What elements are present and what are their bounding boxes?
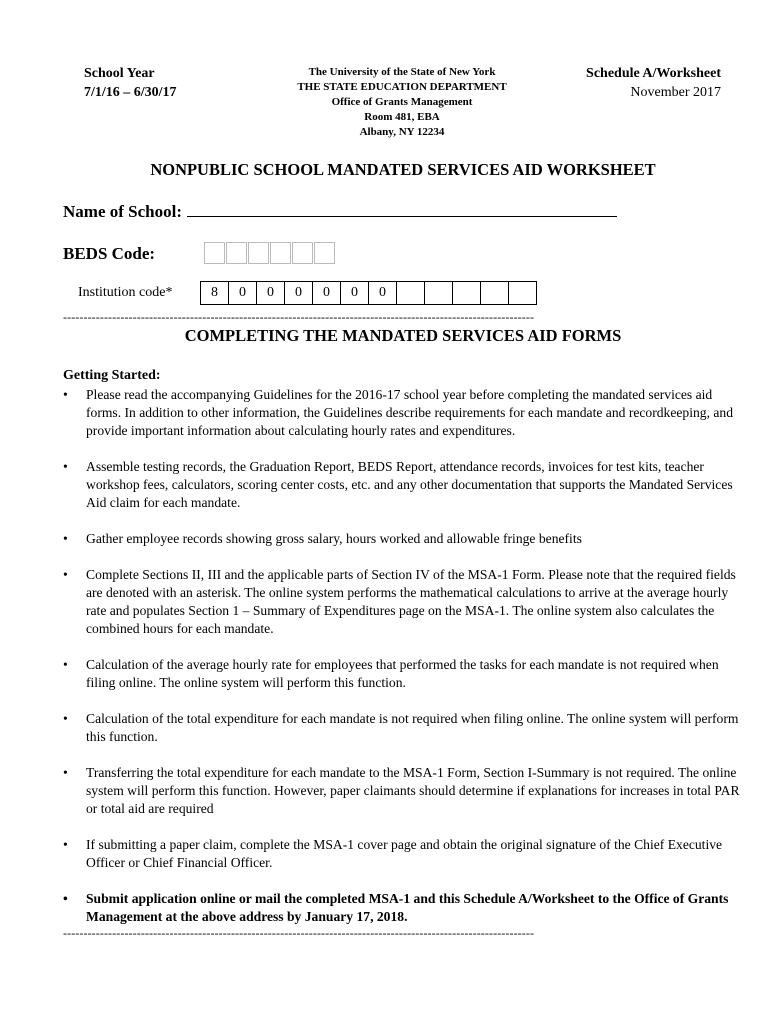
school-name-field[interactable]	[187, 202, 617, 217]
list-item	[63, 530, 743, 548]
bullet-icon: •	[63, 567, 68, 582]
agency-line: Albany, NY 12234	[359, 126, 445, 138]
section-title: COMPLETING THE MANDATED SERVICES AID FORMS	[184, 326, 622, 345]
list-item-text: If submitting a paper claim, complete the MSA-1 cover page and obtain the original signature of the Chief Executive Officer or Chief Financial Officer.	[86, 837, 723, 870]
agency-line: Office of Grants Management	[331, 96, 473, 108]
list-item-text: Gather employee records showing gross salary, hours worked and allowable fringe benefits	[86, 531, 582, 546]
school-name-row	[63, 202, 617, 222]
bullet-icon: •	[63, 459, 68, 474]
agency-line: The University of the State of New York	[308, 66, 496, 78]
bullet-icon: •	[63, 657, 68, 672]
institution-digit[interactable]: 0	[369, 282, 397, 305]
agency-line: Room 481, EBA	[364, 111, 440, 123]
institution-code-field	[200, 281, 537, 305]
institution-digit[interactable]	[453, 282, 481, 305]
list-item	[63, 656, 743, 692]
institution-digit[interactable]	[481, 282, 509, 305]
schedule-block	[540, 64, 721, 102]
school-year-label: School Year	[84, 66, 155, 81]
bullet-icon: •	[63, 531, 68, 546]
school-year-block	[84, 64, 177, 102]
getting-started-heading: Getting Started:	[63, 368, 161, 383]
list-item	[63, 890, 743, 926]
instruction-list	[63, 386, 743, 944]
list-item-text: Assemble testing records, the Graduation Report, BEDS Report, attendance records, invoices for test kits, teacher workshop fees, calculators, scoring center costs, etc. and any other documentation that supports the Mandated Services Aid claim for each mandate.	[86, 459, 733, 510]
institution-digit[interactable]	[397, 282, 425, 305]
institution-code-label: Institution code*	[78, 285, 173, 300]
list-item	[63, 566, 743, 638]
list-item-text: Calculation of the average hourly rate for employees that performed the tasks for each mandate is not required when filing online. The online system will perform this function.	[86, 657, 719, 690]
dashed-divider: -------------------------------------------------------------------------------------------------------------------	[63, 310, 535, 324]
bullet-icon: •	[63, 711, 68, 726]
list-item-text: Calculation of the total expenditure for each mandate is not required when filing online. The online system will perform this function.	[86, 711, 739, 744]
dashed-divider: -------------------------------------------------------------------------------------------------------------------	[63, 926, 535, 940]
institution-digit[interactable]: 0	[229, 282, 257, 305]
agency-address-block	[250, 65, 554, 140]
beds-digit-box[interactable]	[292, 242, 313, 264]
beds-digit-box[interactable]	[270, 242, 291, 264]
institution-digit[interactable]	[509, 282, 537, 305]
list-item	[63, 386, 743, 440]
beds-code-label: BEDS Code:	[63, 244, 156, 263]
beds-code-field[interactable]	[204, 242, 336, 264]
bullet-icon: •	[63, 765, 68, 780]
list-item	[63, 710, 743, 746]
beds-digit-box[interactable]	[314, 242, 335, 264]
list-item-text: Please read the accompanying Guidelines for the 2016-17 school year before completing the mandated services aid forms. In addition to other information, the Guidelines describe requirements for each mandate and recordkeeping, and provide important information about calculating hourly rates and expenditures.	[86, 387, 733, 438]
bullet-icon: •	[63, 387, 68, 402]
bullet-icon: •	[63, 837, 68, 852]
school-name-label: Name of School:	[63, 202, 182, 221]
bullet-icon: •	[63, 891, 68, 906]
beds-digit-box[interactable]	[226, 242, 247, 264]
list-item	[63, 836, 743, 872]
list-item-text: Transferring the total expenditure for each mandate to the MSA-1 Form, Section I-Summary is not required. The online system will perform this function. However, paper claimants should determine if explanations for increases in total PAR or total aid are required	[86, 765, 740, 816]
school-year-value: 7/1/16 – 6/30/17	[84, 85, 177, 100]
institution-digit[interactable]: 0	[313, 282, 341, 305]
beds-digit-box[interactable]	[204, 242, 225, 264]
page-title: NONPUBLIC SCHOOL MANDATED SERVICES AID WORKSHEET	[150, 160, 656, 179]
beds-digit-box[interactable]	[248, 242, 269, 264]
institution-digit[interactable]: 0	[341, 282, 369, 305]
schedule-date: November 2017	[630, 85, 721, 100]
schedule-label: Schedule A/Worksheet	[586, 66, 721, 81]
list-item	[63, 458, 743, 512]
institution-digit[interactable]: 0	[285, 282, 313, 305]
institution-digit[interactable]: 0	[257, 282, 285, 305]
agency-line: THE STATE EDUCATION DEPARTMENT	[297, 81, 507, 93]
list-item-text: Complete Sections II, III and the applicable parts of Section IV of the MSA-1 Form. Please note that the required fields are denoted with an asterisk. The online system performs the mathematical calculations to arrive at the average hourly rate and populates Section 1 – Summary of Expenditures page on the MSA-1. The online system also calculates the combined hours for each mandate.	[86, 567, 736, 636]
list-item	[63, 764, 743, 818]
list-item-text: Submit application online or mail the completed MSA-1 and this Schedule A/Worksheet to the Office of Grants Management at the above address by January 17, 2018.	[86, 891, 729, 924]
institution-digit[interactable]: 8	[201, 282, 229, 305]
institution-digit[interactable]	[425, 282, 453, 305]
